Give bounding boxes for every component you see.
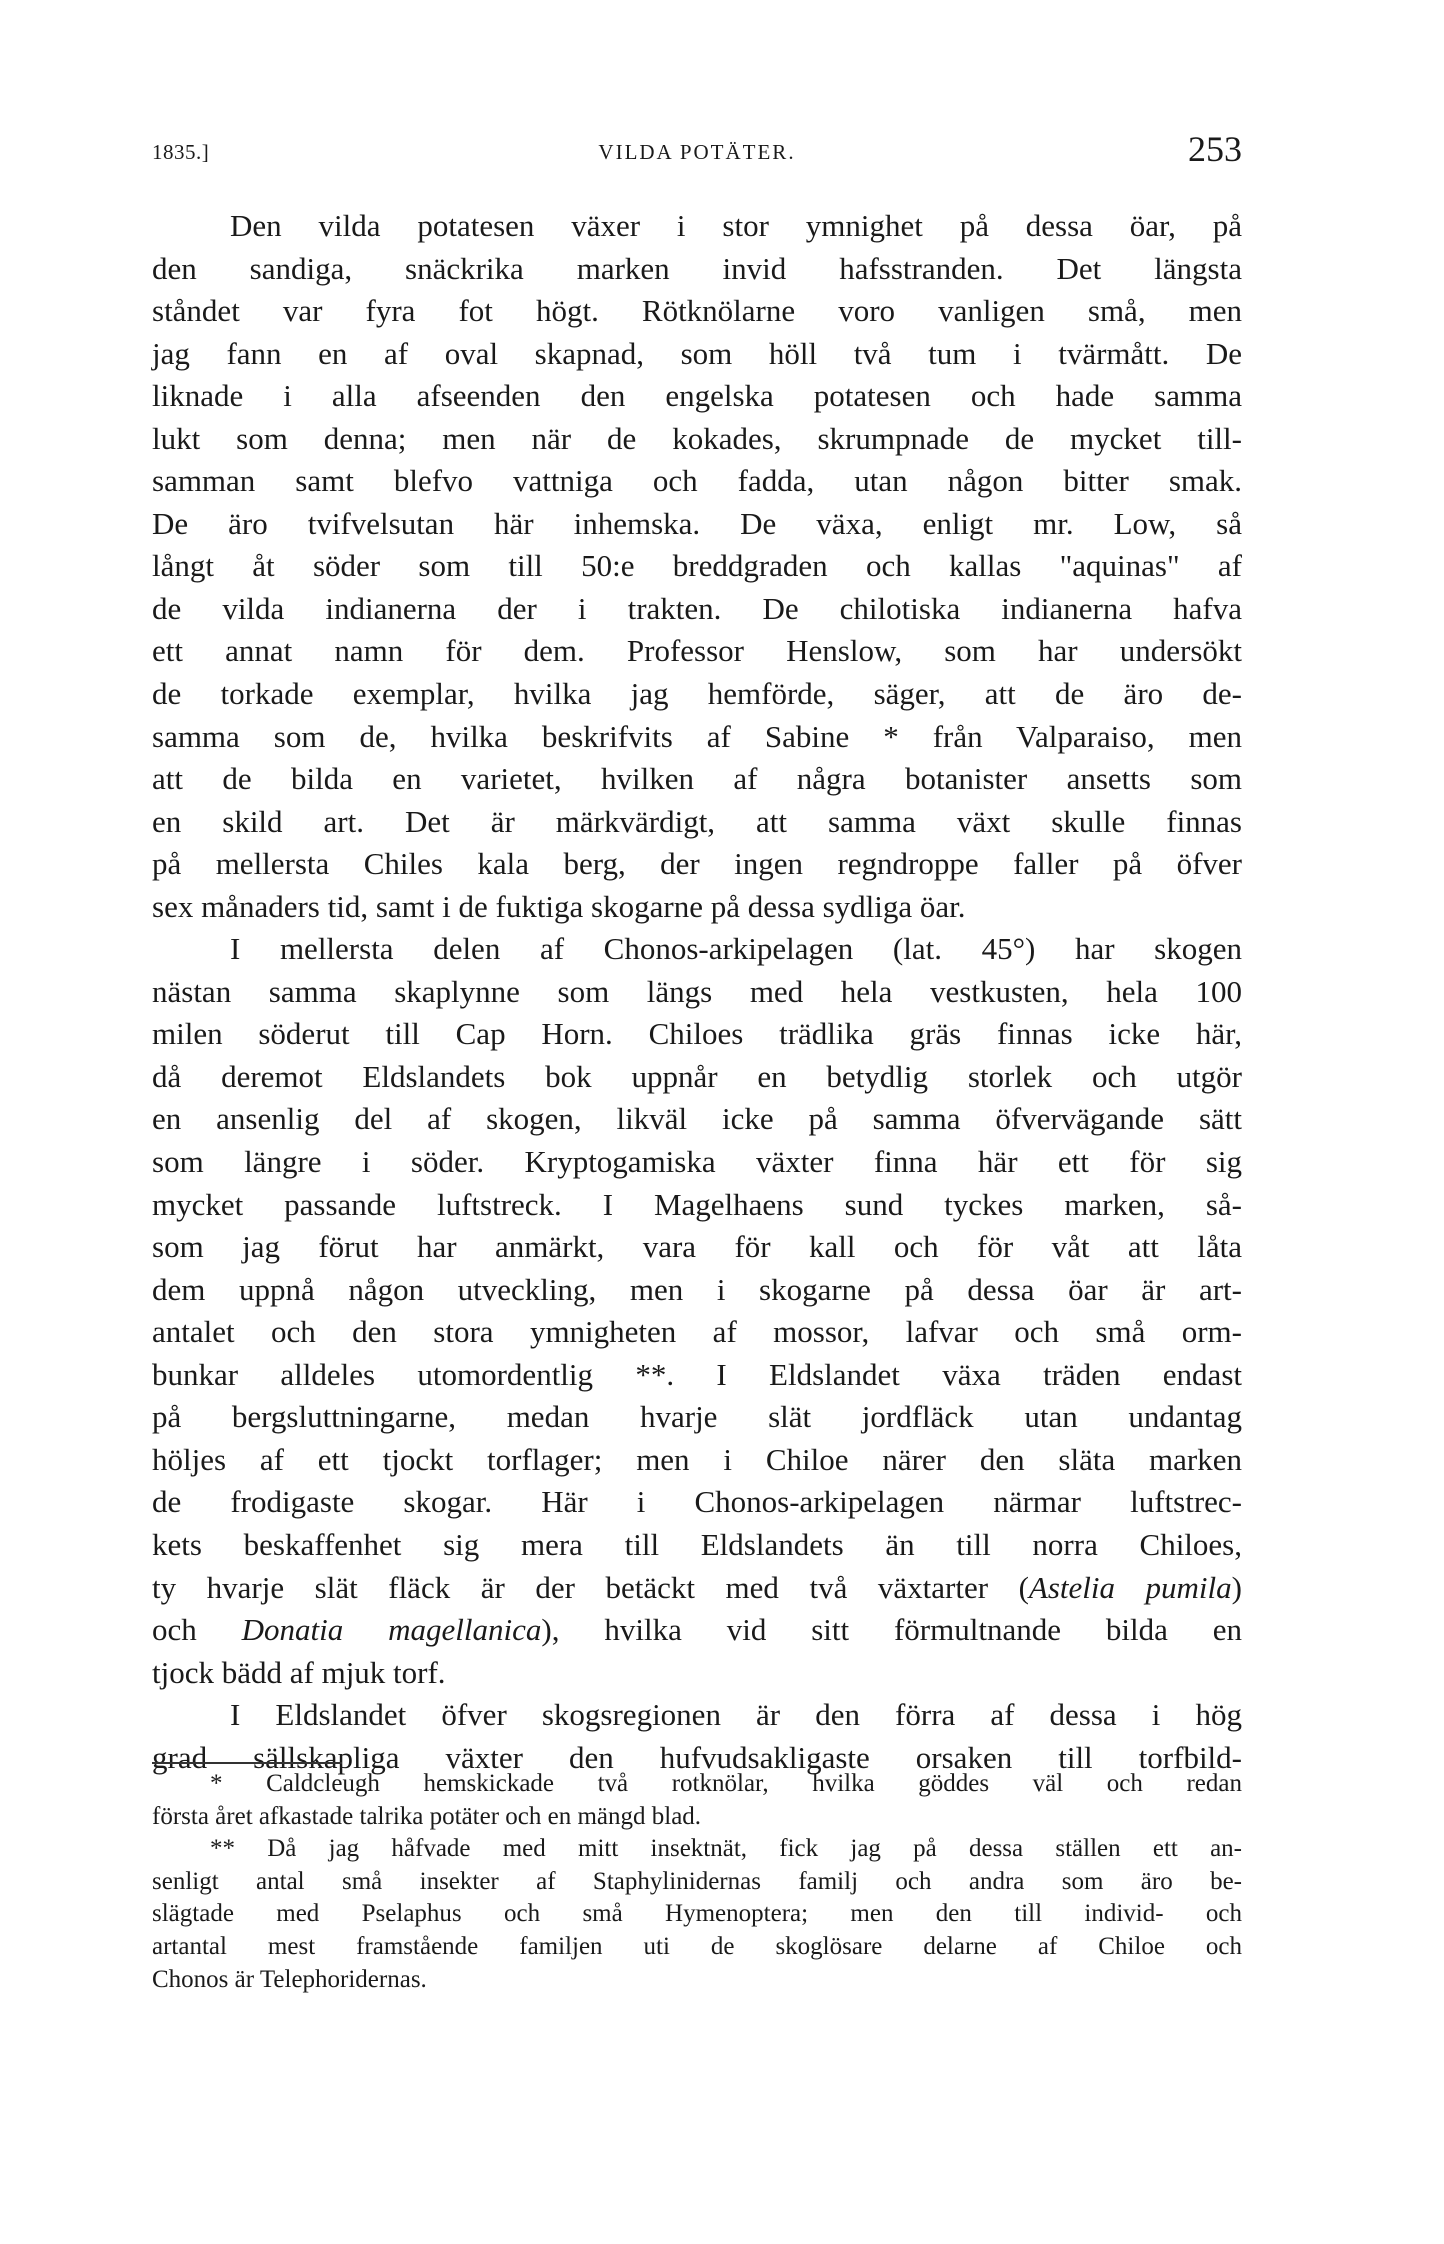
- footnote-line: Chonos är Telephoridernas.: [152, 1965, 427, 1993]
- text-line: som jag förut har anmärkt, vara för kall och för våt att låta: [152, 1229, 1242, 1265]
- text-line: som längre i söder. Kryptogamiska växter finna här ett för sig: [152, 1144, 1242, 1180]
- footnote-line: * Caldcleugh hemskickade två rotknölar, hvilka göddes väl och redan: [210, 1770, 1242, 1797]
- text-line: mycket passande luftstreck. I Magelhaens sund tyckes marken, så-: [152, 1186, 1242, 1222]
- italic-term: Astelia pumila: [1028, 1569, 1232, 1605]
- text-line: den sandiga, snäckrika marken invid hafsstranden. Det längsta: [152, 250, 1242, 286]
- text-line: nästan samma skaplynne som längs med hela vestkusten, hela 100: [152, 973, 1242, 1009]
- text-line: kets beskaffenhet sig mera till Eldslandets än till norra Chiloes,: [152, 1526, 1242, 1562]
- italic-term: Donatia magellanica: [241, 1612, 542, 1648]
- text-line: bunkar alldeles utomordentlig **. I Eldslandet växa träden endast: [152, 1356, 1242, 1392]
- text-line: dem uppnå någon utveckling, men i skogarne på dessa öar är art-: [152, 1271, 1242, 1307]
- text-line: antalet och den stora ymnigheten af mossor, lafvar och små orm-: [152, 1314, 1242, 1350]
- text-line: jag fann en af oval skapnad, som höll två tum i tvärmått. De: [152, 335, 1242, 371]
- text-line: de torkade exemplar, hvilka jag hemförde, säger, att de äro de-: [152, 676, 1242, 712]
- text-segment: ty hvarje slät fläck är der betäckt med två växtarter (: [152, 1569, 1029, 1605]
- text-line: att de bilda en varietet, hvilken af några botanister ansetts som: [152, 761, 1242, 797]
- text-line: Den vilda potatesen växer i stor ymnighet på dessa öar, på: [230, 208, 1242, 243]
- text-line: en ansenlig del af skogen, likväl icke på samma öfvervägande sätt: [152, 1101, 1242, 1137]
- header-year: 1835.]: [152, 140, 210, 164]
- footnote-line: slägtade med Pselaphus och små Hymenoptera; men den till individ- och: [152, 1900, 1242, 1928]
- text-segment: ): [1231, 1569, 1242, 1605]
- text-segment: och: [152, 1612, 242, 1648]
- text-line: De äro tvifvelsutan här inhemska. De växa, enligt mr. Low, så: [152, 505, 1242, 541]
- text-line: en skild art. Det är märkvärdigt, att samma växt skulle finnas: [152, 803, 1242, 839]
- footnote-divider: [152, 1762, 342, 1764]
- text-line: på mellersta Chiles kala berg, der ingen regndroppe faller på öfver: [152, 846, 1242, 882]
- text-line: liknade i alla afseenden den engelska potatesen och hade samma: [152, 378, 1242, 414]
- text-line: tjock bädd af mjuk torf.: [152, 1654, 446, 1690]
- text-line: höljes af ett tjockt torflager; men i Chiloe närer den släta marken: [152, 1441, 1242, 1477]
- text-line: sex månaders tid, samt i de fuktiga skogarne på dessa sydliga öar.: [152, 888, 966, 924]
- text-line: de vilda indianerna der i trakten. De chilotiska indianerna hafva: [152, 590, 1242, 626]
- footnote-line: ** Då jag håfvade med mitt insektnät, fick jag på dessa ställen ett an-: [210, 1835, 1242, 1863]
- text-line: långt åt söder som till 50:e breddgraden och kallas "aquinas" af: [152, 548, 1242, 584]
- text-line: I mellersta delen af Chonos-arkipelagen (lat. 45°) har skogen: [230, 931, 1242, 967]
- text-line: samma som de, hvilka beskrifvits af Sabine * från Valparaiso, men: [152, 718, 1242, 754]
- footnote-line: första året afkastade talrika potäter och en mängd blad.: [152, 1802, 702, 1830]
- text-line: grad sällskapliga växter den hufvudsakligaste orsaken till torfbild-: [152, 1739, 1242, 1775]
- text-line-mixed: [152, 1567, 1242, 1610]
- text-line: ett annat namn för dem. Professor Henslow, som har undersökt: [152, 633, 1242, 669]
- main-text: [152, 205, 1242, 1779]
- text-line-mixed: [152, 1609, 1242, 1652]
- footnote-line: senligt antal små insekter af Staphylinidernas familj och andra som äro be-: [152, 1867, 1242, 1895]
- text-line: milen söderut till Cap Horn. Chiloes trädlika gräs finnas icke här,: [152, 1016, 1242, 1052]
- text-line: I Eldslandet öfver skogsregionen är den förra af dessa i hög: [230, 1697, 1242, 1733]
- text-line: samman samt blefvo vattniga och fadda, utan någon bitter smak.: [152, 463, 1242, 499]
- text-segment: ), hvilka vid sitt förmultnande bilda en: [541, 1612, 1242, 1648]
- text-line: på bergsluttningarne, medan hvarje slät jordfläck utan undantag: [152, 1399, 1242, 1435]
- running-title: VILDA POTÄTER.: [598, 140, 796, 164]
- page-header: [152, 129, 1242, 174]
- footnote-line: artantal mest framstående familjen uti de skoglösare delarne af Chiloe och: [152, 1932, 1242, 1960]
- page-number: 253: [1188, 129, 1242, 169]
- text-line: då deremot Eldslandets bok uppnår en betydlig storlek och utgör: [152, 1058, 1242, 1094]
- text-line: de frodigaste skogar. Här i Chonos-arkipelagen närmar luftstrec-: [152, 1484, 1242, 1520]
- text-line: lukt som denna; men när de kokades, skrumpnade de mycket till-: [152, 420, 1242, 456]
- text-line: ståndet var fyra fot högt. Rötknölarne voro vanligen små, men: [152, 293, 1242, 329]
- footnotes: [152, 1768, 1242, 1996]
